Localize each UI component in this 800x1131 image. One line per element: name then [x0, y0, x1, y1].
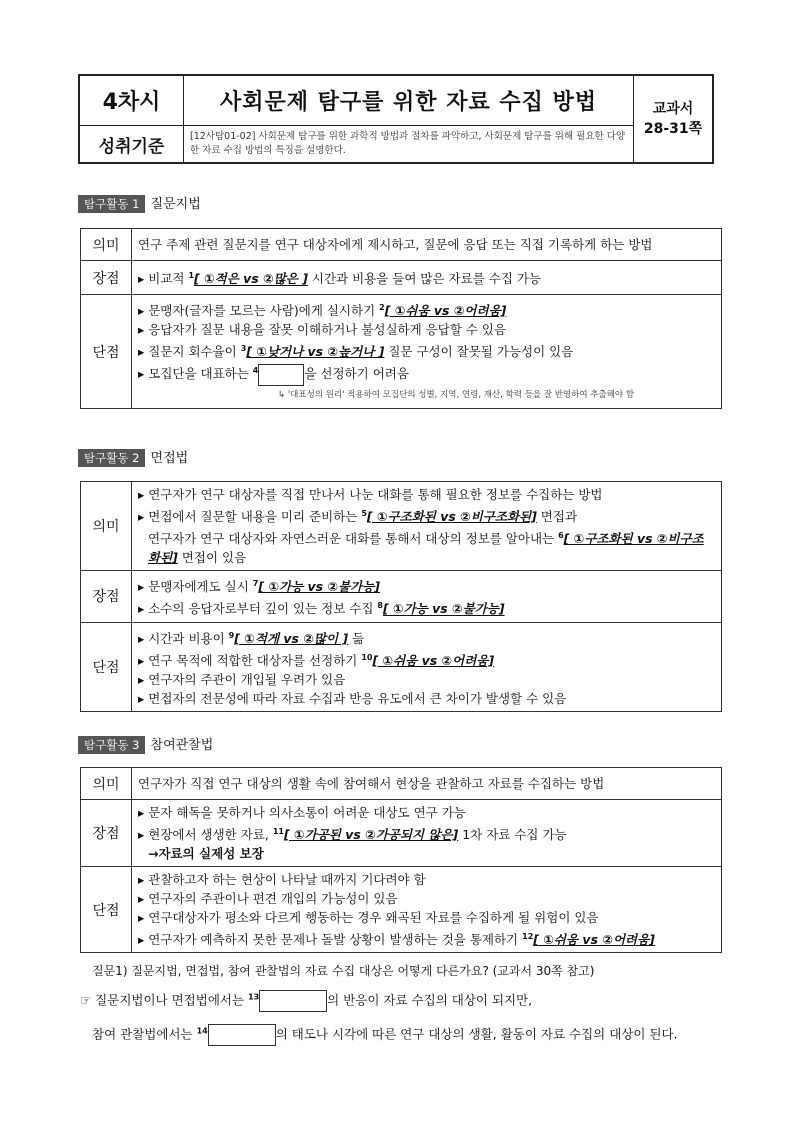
answer-choice: [ ①적은 vs ②많은 ] [194, 271, 308, 287]
cons-label: 단점 [81, 867, 132, 953]
fill-blank-box[interactable] [258, 364, 304, 386]
answer-line-1: ☞ 질문지법이나 면접법에서는 $^{13}$ 의 반응이 자료 수집의 대상이 되지만, [80, 990, 532, 1012]
meaning-label: 의미 [81, 768, 132, 800]
section1-title: 질문지법 [150, 197, 201, 212]
answer-choice: [ ①적게 vs ②많이 ] [234, 630, 349, 646]
section1-meaning: 연구 주제 관련 질문지를 연구 대상자에게 제시하고, 질문에 응답 또는 직접 기록하게 하는 방법 [132, 229, 722, 261]
section1-pros: ▸ 비교적 $^1$[ ①적은 vs ②많은 ] 시간과 비용을 들여 많은 자료를 수집 가능 [132, 261, 722, 295]
section2-heading [78, 447, 188, 469]
section2-title: 면접법 [150, 451, 189, 466]
answer-choice: [ ①구조화된 vs ②비구조화된] [366, 509, 537, 525]
standard-text: [12사탐01-02] 사회문제 탐구를 위한 과학적 방법과 절차를 파악하고, 사회문제 탐구를 위해 필요한 다양한 자료 수집 방법의 특징을 설명한다. [184, 126, 634, 162]
section2-table [80, 481, 722, 712]
section2-tag: 탐구활동 2 [78, 449, 145, 467]
pros-label: 장점 [81, 571, 132, 622]
authenticity-note: →자료의 실제성 보장 [148, 846, 264, 862]
section2-meaning: ▸ 연구자가 연구 대상자를 직접 만나서 나눈 대화를 통해 필요한 정보를 수집하는 방법 ▸ 면접에서 질문할 내용을 미리 준비하는 $^5$[ ①구조화된 vs ②비구조화된] 면접과 연구자가 연구 대상자와 자연스러운 대화를 통해서 대상의 정보를 알아내는 $^6$[ ①구조화된 vs ②비구조화된] 면접이 있음 [132, 482, 722, 571]
page-title: 사회문제 탐구를 위한 자료 수집 방법 [184, 76, 634, 126]
question-1: 질문1) 질문지법, 면접법, 참여 관찰법의 자료 수집 대상은 어떻게 다른가요? (교과서 30쪽 참고) [92, 964, 595, 978]
section1-tag: 탐구활동 1 [78, 195, 145, 213]
fill-blank-box[interactable] [259, 990, 327, 1012]
answer-choice: [ ①쉬움 vs ②어려움] [533, 932, 655, 948]
textbook-ref [634, 76, 712, 162]
section2-pros: ▸ 문맹자에게도 실시 $^7$[ ①가능 vs ②불가능] ▸ 소수의 응답자로부터 깊이 있는 정보 수집 $^8$[ ①가능 vs ②불가능] [132, 571, 722, 622]
section3-pros: ▸ 문자 해독을 못하거나 의사소통이 어려운 대상도 연구 가능 ▸ 현장에서 생생한 자료, $^{11}$[ ①가공된 vs ②가공되지 않은] 1차 자료 수집 가능 →자료의 실제성 보장 [132, 800, 722, 867]
cons-label: 단점 [81, 622, 132, 711]
answer-choice: [ ①구조화된 vs ②비구조화된] [148, 531, 704, 566]
answer-choice: [ ①가능 vs ②불가능] [258, 579, 380, 595]
pros-label: 장점 [81, 800, 132, 867]
section3-meaning: 연구자가 직접 연구 대상의 생활 속에 참여해서 현상을 관찰하고 자료를 수집하는 방법 [132, 768, 722, 800]
section1-table [80, 228, 722, 409]
answer-choice: [ ①쉬움 vs ②어려움] [384, 303, 507, 319]
meaning-label: 의미 [81, 482, 132, 571]
textbook-pages: 28-31쪽 [643, 121, 703, 137]
fill-blank-box[interactable] [208, 1024, 276, 1046]
textbook-label: 교과서 [652, 101, 694, 117]
section3-table [80, 767, 722, 953]
answer-line-2: 참여 관찰법에서는 $^{14}$ 의 태도나 시각에 따른 연구 대상의 생활, 활동이 자료 수집의 대상이 된다. [92, 1024, 678, 1046]
section3-title: 참여관찰법 [150, 738, 214, 753]
section3-heading [78, 734, 213, 756]
header-table [78, 74, 714, 164]
cons-label: 단점 [81, 295, 132, 409]
meaning-label: 의미 [81, 229, 132, 261]
section2-cons: ▸ 시간과 비용이 $^9$[ ①적게 vs ②많이 ] 듦 ▸ 연구 목적에 적합한 대상자를 선정하기 $^{10}$[ ①쉬움 vs ②어려움] ▸ 연구자의 주관이 개입될 우려가 있음 ▸ 면접자의 전문성에 따라 자료 수집과 반응 유도에서 큰 차이가 발생할 수 있음 [132, 622, 722, 711]
representativeness-note: ↳ '대표성의 원리' 적용하여 모집단의 성별, 지역, 연령, 재산, 학력 등을 잘 반영하여 추출해야 함 [278, 389, 635, 400]
pros-label: 장점 [81, 261, 132, 295]
section1-cons: ▸ 문맹자(글자를 모르는 사람)에게 실시하기 $^2$[ ①쉬움 vs ②어려움] ▸ 응답자가 질문 내용을 잘못 이해하거나 불성실하게 응답할 수 있음 ▸ 질문지 회수율이 $^3$[ ①낮거나 vs ②높거나 ] 질문 구성이 잘못될 가능성이 있음 ▸ 모집단을 대표하는 $^4$ 을 선정하기 어려움 ↳ '대표성의 원리' 적용하여 모집단의 성별, 지역, 연령, 재산, 학력 등을 잘 반영하여 추출해야 함 [132, 295, 722, 409]
answer-choice: [ ①쉬움 vs ②어려움] [372, 652, 495, 668]
section1-heading [78, 193, 201, 215]
standard-label: 성취기준 [80, 126, 184, 162]
lesson-number: 4차시 [80, 76, 184, 126]
answer-choice: [ ①가공된 vs ②가공되지 않은] [283, 827, 459, 843]
answer-choice: [ ①가능 vs ②불가능] [382, 601, 505, 617]
section3-cons: ▸ 관찰하고자 하는 현상이 나타날 때까지 기다려야 함 ▸ 연구자의 주관이나 편견 개입의 가능성이 있음 ▸ 연구대상자가 평소와 다르게 행동하는 경우 왜곡된 자료를 수집하게 될 위험이 있음 ▸ 연구자가 예측하지 못한 문제나 돌발 상황이 발생하는 것을 통제하기 $^{12}$[ ①쉬움 vs ②어려움] [132, 867, 722, 953]
section3-tag: 탐구활동 3 [78, 736, 145, 754]
blank-number: 1 [188, 271, 195, 281]
answer-choice: [ ①낮거나 vs ②높거나 ] [246, 344, 385, 360]
